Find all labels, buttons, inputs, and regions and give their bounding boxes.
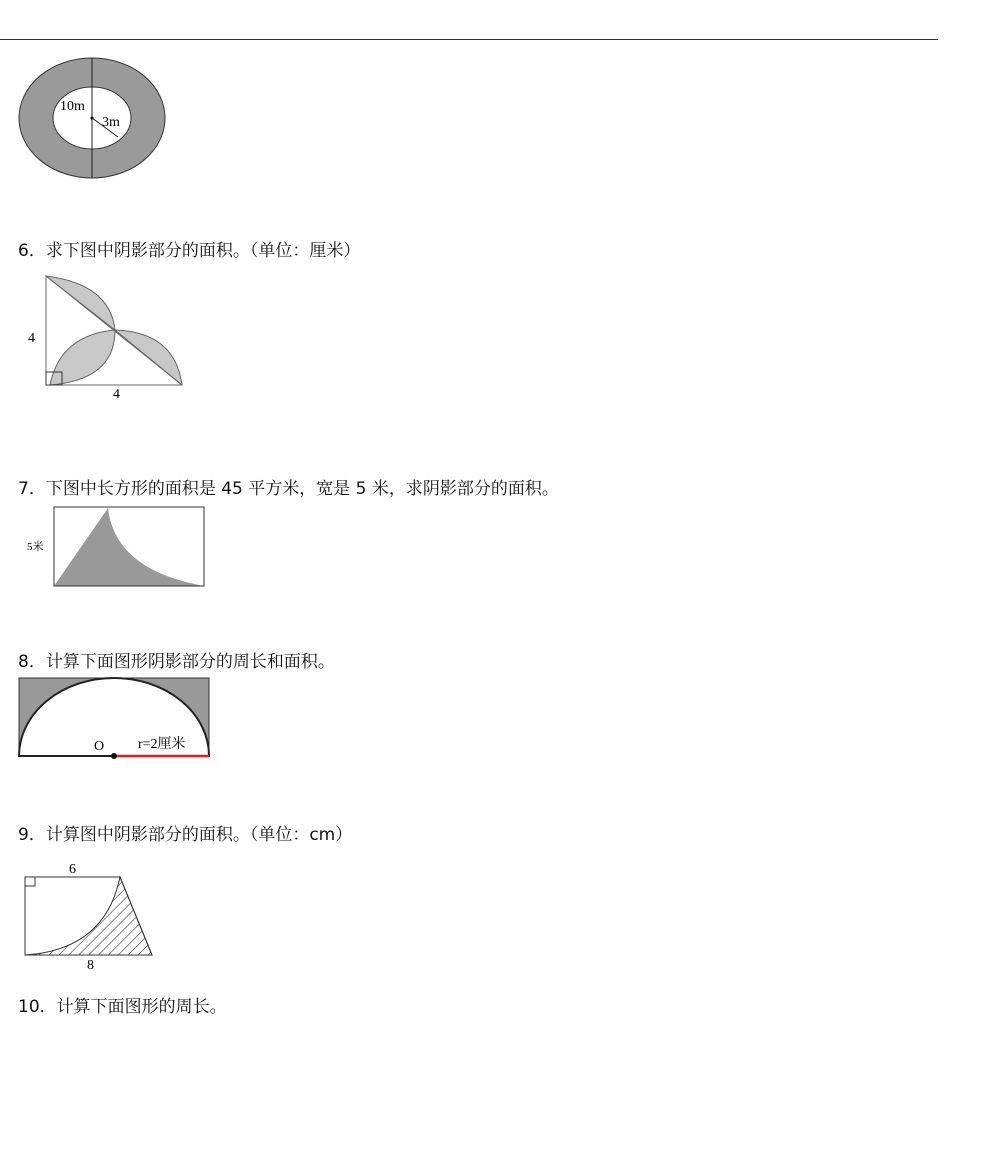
q8-figure xyxy=(0,672,230,767)
ring-figure xyxy=(0,50,200,190)
q7-figure xyxy=(0,500,220,595)
question-10: 10．计算下面图形的周长。 xyxy=(18,997,227,1017)
radius-label: r=2厘米 xyxy=(138,737,186,752)
outer-label: 10m xyxy=(60,99,85,114)
top-label: 6 xyxy=(69,862,76,877)
header-rule xyxy=(0,39,938,40)
side-label: 4 xyxy=(28,331,35,346)
bottom-label: 8 xyxy=(87,958,94,973)
question-8: 8．计算下面图形阴影部分的周长和面积。 xyxy=(18,652,335,672)
inner-label: 3m xyxy=(102,115,120,130)
question-6: 6．求下图中阴影部分的面积。（单位：厘米） xyxy=(18,241,361,261)
q6-figure xyxy=(0,270,220,405)
width-label: 5米 xyxy=(27,541,44,553)
q9-figure xyxy=(0,855,220,975)
question-7: 7．下图中长方形的面积是 45 平方米，宽是 5 米，求阴影部分的面积。 xyxy=(18,479,559,499)
center-label: O xyxy=(94,739,105,754)
question-9: 9．计算图中阴影部分的面积。（单位：cm） xyxy=(18,825,353,845)
bottom-label: 4 xyxy=(113,387,120,402)
